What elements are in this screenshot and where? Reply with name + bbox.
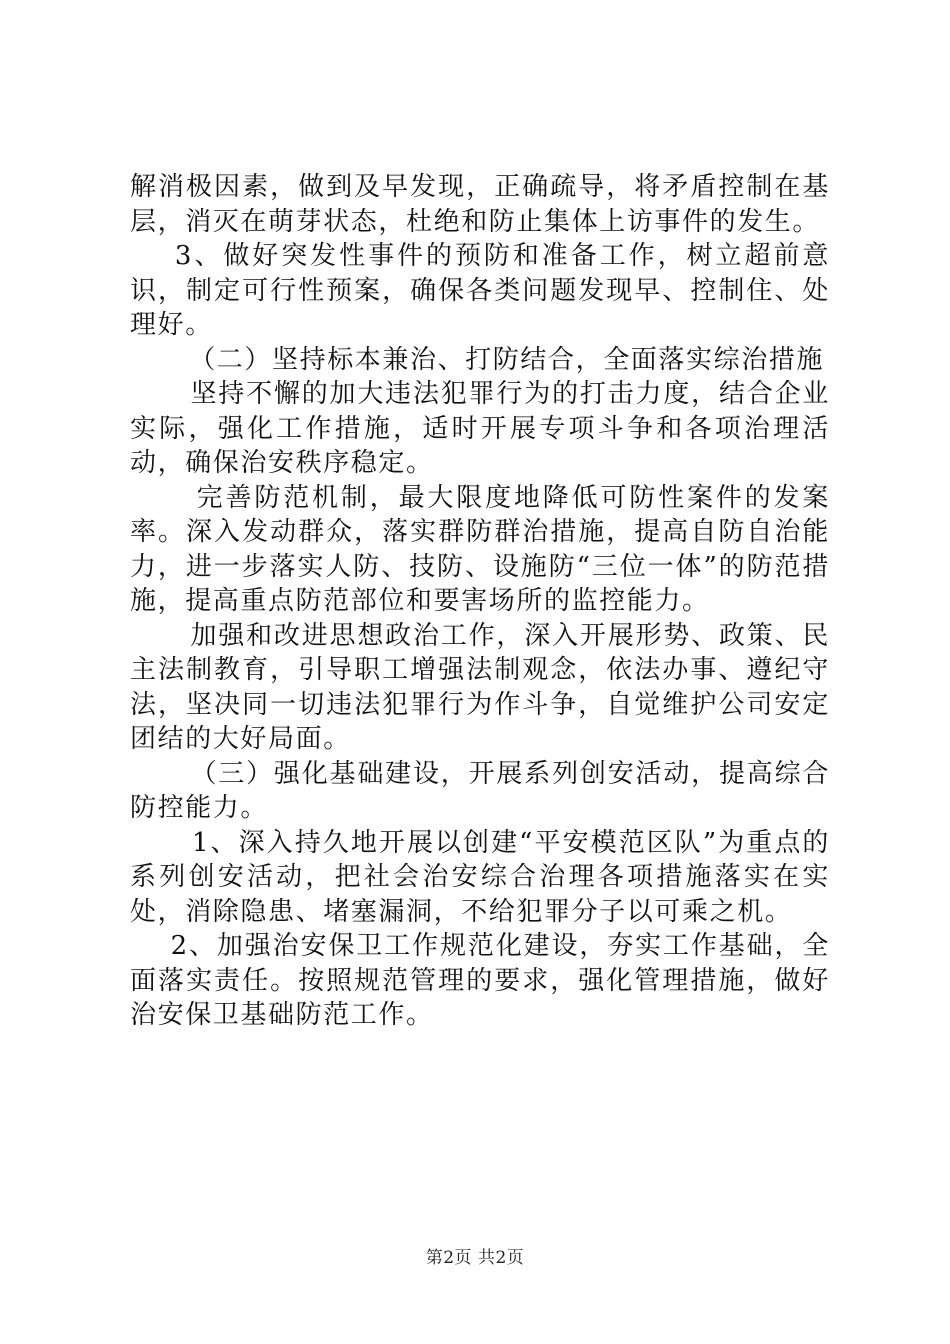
- paragraph: 完善防范机制，最大限度地降低可防性案件的发案率。深入发动群众，落实群防群治措施，提高自防自治能力，进一步落实人防、技防、设施防“三位一体”的防范措施，提高重点防范部位和要害场所的监控能力。: [130, 482, 830, 616]
- page-number-footer: 第2页 共2页: [425, 1248, 525, 1268]
- paragraph: 加强和改进思想政治工作，深入开展形势、政策、民主法制教育，引导职工增强法制观念，依法办事、遵纪守法，坚决同一切违法犯罪行为作斗争，自觉维护公司安定团结的大好局面。: [130, 620, 830, 754]
- paragraph: 2、加强治安保卫工作规范化建设，夯实工作基础，全面落实责任。按照规范管理的要求，强化管理措施，做好治安保卫基础防范工作。: [130, 931, 830, 1030]
- paragraph: 1、深入持久地开展以创建“平安模范区队”为重点的系列创安活动，把社会治安综合治理各项措施落实在实处，消除隐患、堵塞漏洞，不给犯罪分子以可乘之机。: [130, 827, 830, 927]
- section-heading: （三）强化基础建设，开展系列创安活动，提高综合防控能力。: [130, 758, 830, 823]
- paragraph: 坚持不懈的加大违法犯罪行为的打击力度，结合企业实际，强化工作措施，适时开展专项斗争和各项治理活动，确保治安秩序稳定。: [130, 379, 830, 478]
- section-heading: （二）坚持标本兼治、打防结合，全面落实综治措施: [130, 344, 825, 375]
- paragraph: 3、做好突发性事件的预防和准备工作，树立超前意识，制定可行性预案，确保各类问题发现早、控制住、处理好。: [130, 241, 830, 340]
- paragraph: 解消极因素，做到及早发现，正确疏导，将矛盾控制在基层，消灭在萌芽状态，杜绝和防止集体上访事件的发生。: [130, 172, 830, 237]
- document-body: [130, 170, 830, 1033]
